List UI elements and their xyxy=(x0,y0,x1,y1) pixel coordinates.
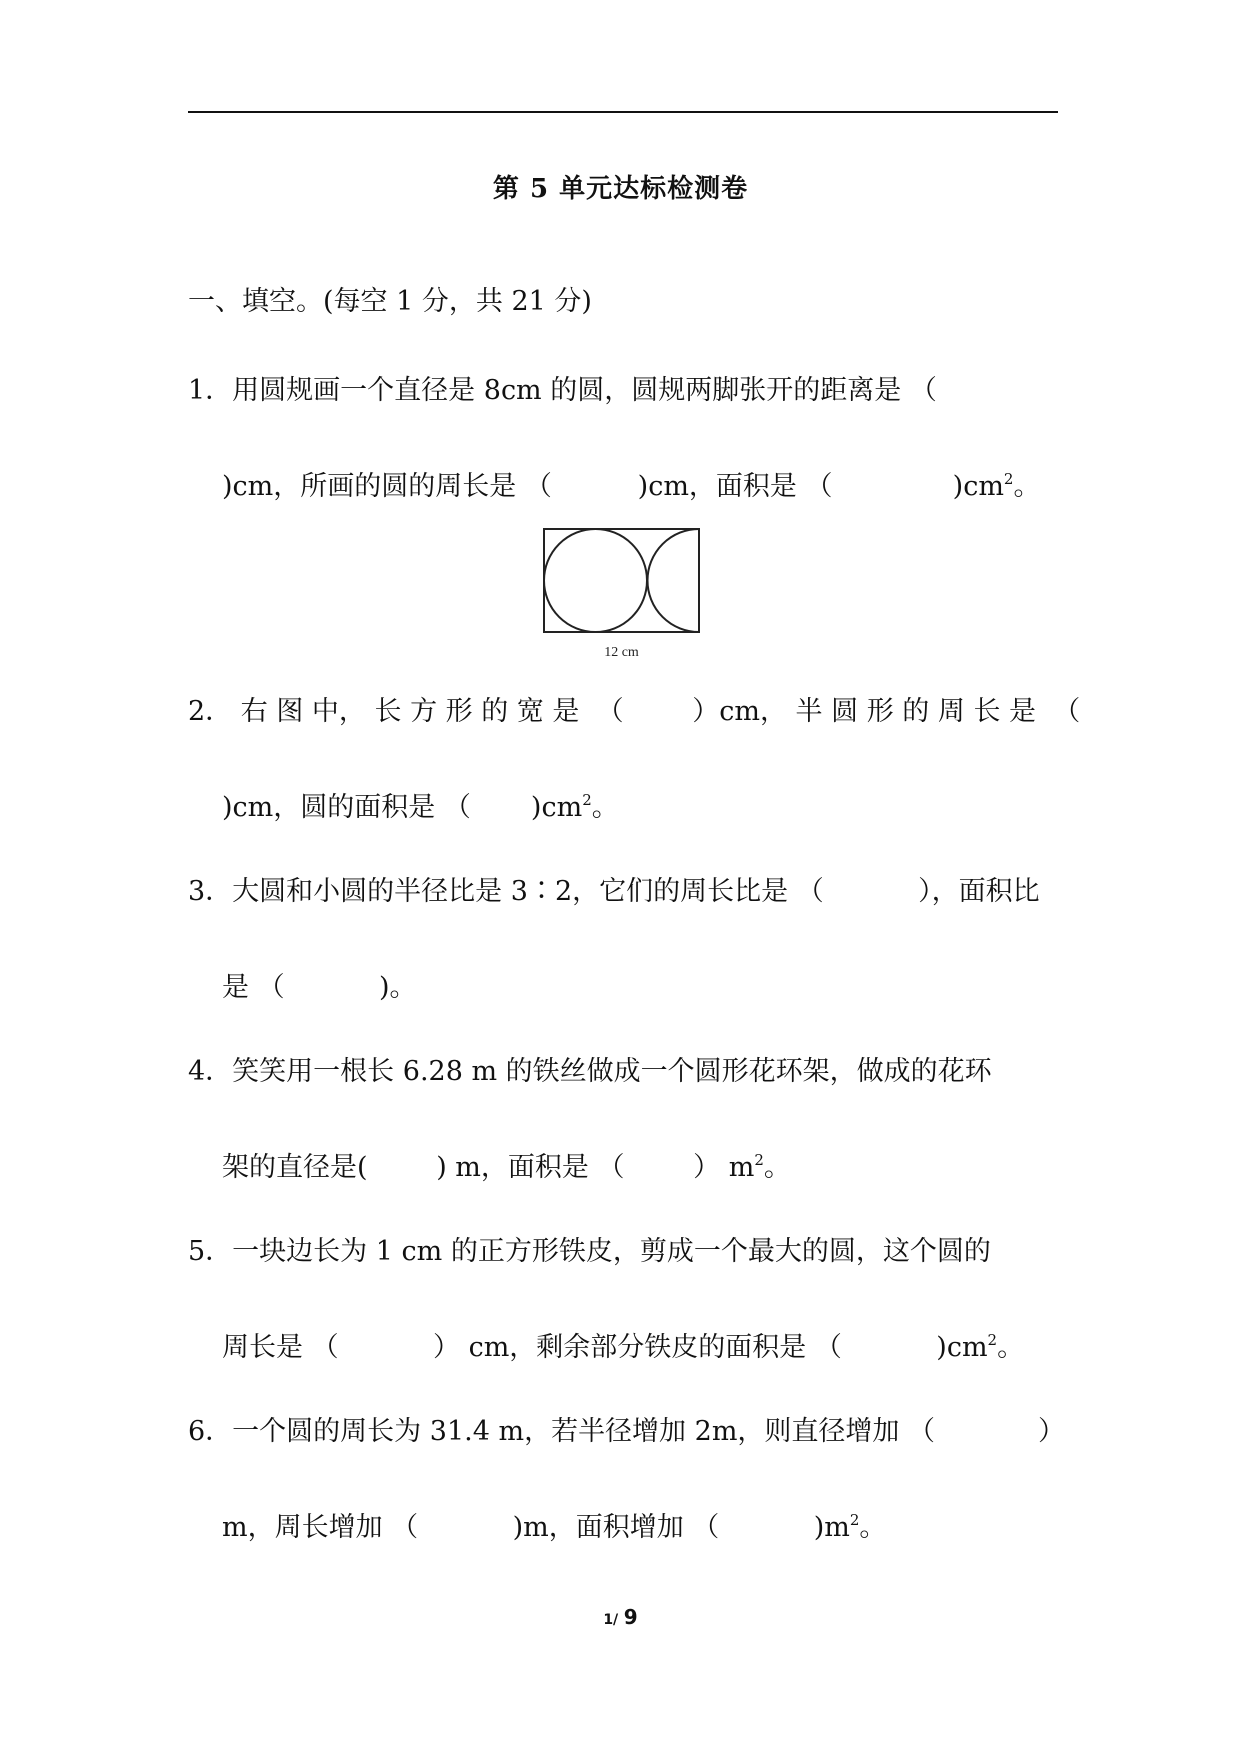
question-6-text: m，周长增加 （ )m，面积增加 （ )m xyxy=(222,1512,850,1543)
period: 。 xyxy=(763,1152,791,1183)
question-5-line-1: 5．一块边长为 1 cm 的正方形铁皮，剪成一个最大的圆，这个圆的 xyxy=(188,1236,991,1267)
page-number xyxy=(0,1605,1241,1629)
question-2-text: )cm，圆的面积是 （ )cm xyxy=(222,792,583,823)
figure-rectangle xyxy=(544,529,699,632)
question-4-text: 架的直径是( ) m，面积是 （ ） m xyxy=(222,1152,755,1183)
period: 。 xyxy=(1013,471,1041,502)
period: 。 xyxy=(997,1332,1025,1363)
header-rule xyxy=(188,111,1058,113)
question-2-line-2 xyxy=(222,790,619,826)
figure-width-label: 12 cm xyxy=(604,645,639,660)
period: 。 xyxy=(859,1512,887,1543)
figure-full-circle xyxy=(544,529,647,632)
superscript-2: 2 xyxy=(849,1511,860,1529)
question-4-line-1: 4．笑笑用一根长 6.28 m 的铁丝做成一个圆形花环架，做成的花环 xyxy=(188,1056,992,1087)
question-3-line-1: 3．大圆和小圆的半径比是 3∶2，它们的周长比是 （ ），面积比 xyxy=(188,876,1040,907)
question-4-line-2 xyxy=(222,1150,791,1186)
figure-svg xyxy=(537,525,705,665)
period: 。 xyxy=(591,792,619,823)
page-total: 9 xyxy=(623,1605,638,1629)
superscript-2: 2 xyxy=(987,1331,998,1349)
question-5-line-2 xyxy=(222,1330,1024,1366)
rectangle-circle-figure xyxy=(537,525,705,665)
figure-semicircle xyxy=(648,529,700,632)
question-1-line-2 xyxy=(222,469,1040,505)
superscript-2: 2 xyxy=(754,1151,764,1169)
question-1-line-1: 1．用圆规画一个直径是 8cm 的圆，圆规两脚张开的距离是 （ xyxy=(188,375,937,406)
question-2-line-1: 2． 右 图 中， 长 方 形 的 宽 是 （ ）cm， 半 圆 形 的 周 长 是 （ xyxy=(188,696,1081,727)
superscript-2: 2 xyxy=(1003,470,1014,488)
question-3-line-2: 是 （ )。 xyxy=(222,972,417,1003)
question-6-line-1: 6．一个圆的周长为 31.4 m，若半径增加 2m，则直径增加 （ ） xyxy=(188,1416,1065,1447)
question-1-text: )cm，所画的圆的周长是 （ )cm，面积是 （ )cm xyxy=(222,471,1004,502)
superscript-2: 2 xyxy=(582,791,592,809)
question-6-line-2 xyxy=(222,1510,886,1546)
question-5-text: 周长是 （ ） cm，剩余部分铁皮的面积是 （ )cm xyxy=(222,1332,988,1363)
page-title: 第 5 单元达标检测卷 xyxy=(492,174,749,204)
section-heading: 一、填空。(每空 1 分，共 21 分) xyxy=(188,286,592,317)
page-current: 1/ xyxy=(603,1612,619,1628)
